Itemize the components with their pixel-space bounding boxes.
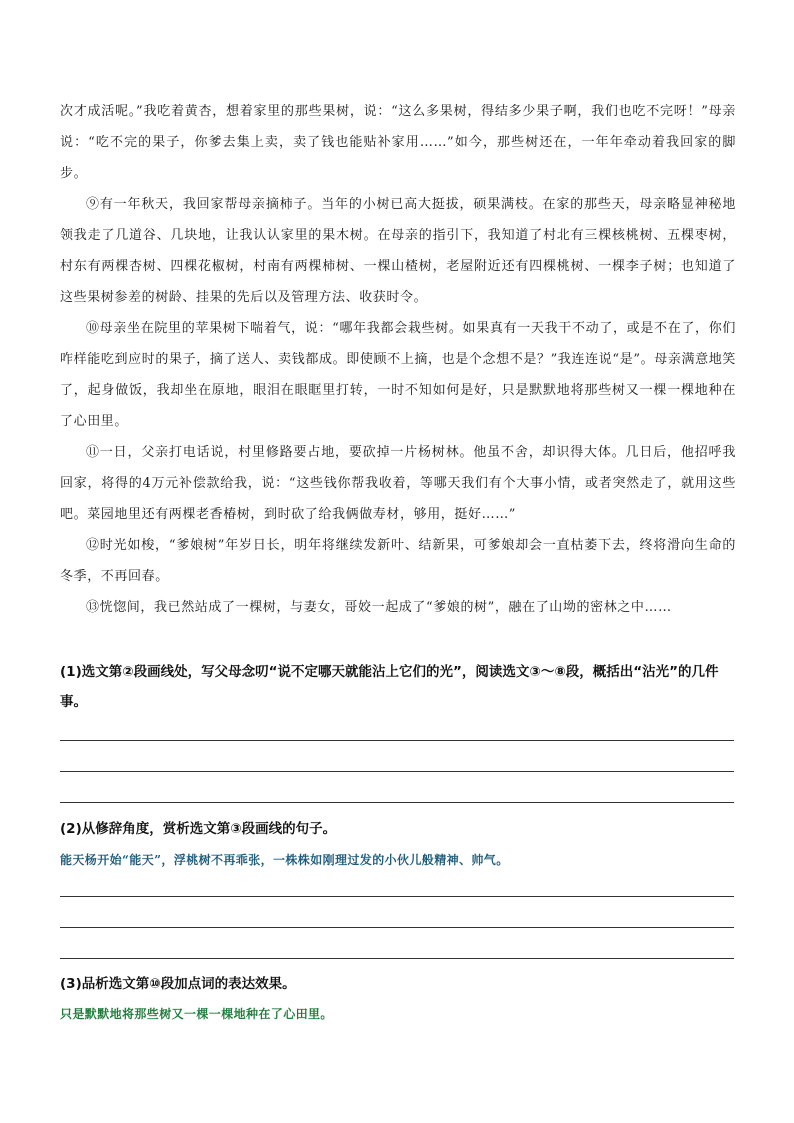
passage-paragraph-13: ⑬恍惚间，我已然站成了一棵树，与妻女，哥姣一起成了“爹娘的树”，融在了山坳的密林之中…… xyxy=(86,600,672,615)
answer-line[interactable] xyxy=(60,958,734,959)
passage-paragraph-11: ⑪一日，父亲打电话说，村里修路要占地，要砍掉一片杨树林。他虽不舍，却识得大体。几日后，他招呼我回家，将得的4万元补偿款给我，说：“这些钱你帮我收着，等哪天我们有个大事小情，或者突然走了，就用这些吧。菜园地里还有两棵老香椿树，到时砍了给我俩做寿材，够用，挺好……” xyxy=(60,445,736,522)
question-1: (1)选文第②段画线处，写父母念叨“说不定哪天就能沾上它们的光”，阅读选文③～⑧段，概括出“沾光”的几件事。 xyxy=(60,664,719,710)
passage-paragraph-continued: 次才成活呢。”我吃着黄杏，想着家里的那些果树，说：“这么多果树，得结多少果子啊，我们也吃不完呀！”母亲说：“吃不完的果子，你爹去集上卖，卖了钱也能贴补家用……”如今，那些树还在，一年年牵动着我回家的脚步。 xyxy=(60,104,736,181)
passage-paragraph-10: ⑩母亲坐在院里的苹果树下喘着气，说：“哪年我都会栽些树。如果真有一天我干不动了，或是不在了，你们咋样能吃到应时的果子，摘了送人、卖钱都成。即使顾不上摘，也是个念想不是？”我连连说“是”。母亲满意地笑了，起身做饭，我却坐在原地，眼泪在眼眶里打转，一时不知如何是好，只是默默地将那些树又一棵一棵地种在了心田里。 xyxy=(60,321,736,429)
question-2-answer: 能天杨开始“能天”，浮桃树不再乖张，一株株如刚理过发的小伙儿般精神、帅气。 xyxy=(60,853,509,867)
answer-line[interactable] xyxy=(60,927,734,928)
answer-line[interactable] xyxy=(60,740,734,741)
answer-line[interactable] xyxy=(60,896,734,897)
answer-line[interactable] xyxy=(60,771,734,772)
question-3-answer: 只是默默地将那些树又一棵一棵地种在了心田里。 xyxy=(60,1007,333,1021)
passage-paragraph-9: ⑨有一年秋天，我回家帮母亲摘柿子。当年的小树已高大挺拔，硕果满枝。在家的那些天，母亲略显神秘地领我走了几道谷、几块地，让我认认家里的果木树。在母亲的指引下，我知道了村北有三棵核桃树、五棵枣树，村东有两棵杏树、四棵花椒树，村南有两棵柿树、一棵山楂树，老屋附近还有四棵桃树、一棵李子树；也知道了这些果树参差的树龄、挂果的先后以及管理方法、收获时令。 xyxy=(60,197,736,305)
question-3: (3)品析选文第⑩段加点词的表达效果。 xyxy=(60,976,296,992)
passage-paragraph-12: ⑫时光如梭，“爹娘树”年岁日长，明年将继续发新叶、结新果，可爹娘却会一直枯萎下去，终将滑向生命的冬季，不再回春。 xyxy=(60,538,736,584)
reading-passage xyxy=(60,96,736,623)
question-2: (2)从修辞角度，赏析选文第③段画线的句子。 xyxy=(60,821,337,837)
answer-line[interactable] xyxy=(60,802,734,803)
